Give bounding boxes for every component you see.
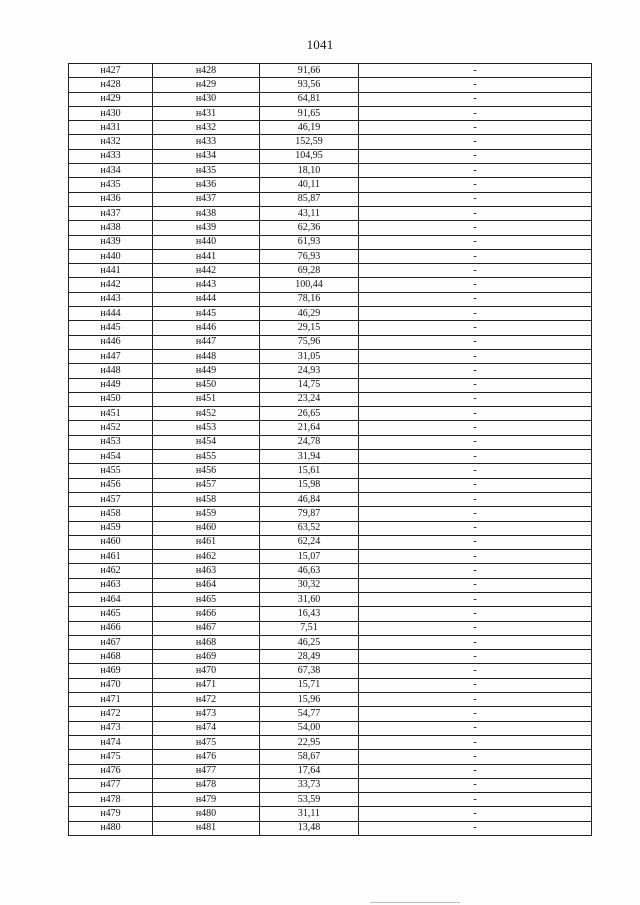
page-number: 1041 bbox=[306, 37, 334, 52]
note-cell: - bbox=[359, 607, 592, 621]
table-row bbox=[69, 735, 592, 749]
from-point-cell: н457 bbox=[69, 492, 153, 506]
note-cell: - bbox=[359, 650, 592, 664]
from-point-cell: н440 bbox=[69, 249, 153, 263]
to-point-cell: н457 bbox=[153, 478, 260, 492]
to-point-cell: н441 bbox=[153, 249, 260, 263]
table-row bbox=[69, 135, 592, 149]
note-cell: - bbox=[359, 221, 592, 235]
table-row bbox=[69, 335, 592, 349]
to-point-cell: н449 bbox=[153, 364, 260, 378]
note-cell: - bbox=[359, 678, 592, 692]
note-cell: - bbox=[359, 349, 592, 363]
to-point-cell: н442 bbox=[153, 264, 260, 278]
from-point-cell: н459 bbox=[69, 521, 153, 535]
note-cell: - bbox=[359, 192, 592, 206]
table-row bbox=[69, 64, 592, 78]
note-cell: - bbox=[359, 592, 592, 606]
note-cell: - bbox=[359, 464, 592, 478]
to-point-cell: н463 bbox=[153, 564, 260, 578]
table-row bbox=[69, 407, 592, 421]
from-point-cell: н449 bbox=[69, 378, 153, 392]
distance-cell: 40,11 bbox=[260, 178, 359, 192]
table-row bbox=[69, 435, 592, 449]
distance-cell: 91,66 bbox=[260, 64, 359, 78]
to-point-cell: н472 bbox=[153, 693, 260, 707]
from-point-cell: н467 bbox=[69, 635, 153, 649]
distance-cell: 24,78 bbox=[260, 435, 359, 449]
to-point-cell: н471 bbox=[153, 678, 260, 692]
distance-cell: 31,11 bbox=[260, 807, 359, 821]
note-cell: - bbox=[359, 392, 592, 406]
from-point-cell: н470 bbox=[69, 678, 153, 692]
distance-cell: 23,24 bbox=[260, 392, 359, 406]
distance-cell: 152,59 bbox=[260, 135, 359, 149]
table-row bbox=[69, 364, 592, 378]
from-point-cell: н430 bbox=[69, 106, 153, 120]
distance-cell: 46,63 bbox=[260, 564, 359, 578]
table-row bbox=[69, 621, 592, 635]
distance-cell: 29,15 bbox=[260, 321, 359, 335]
note-cell: - bbox=[359, 535, 592, 549]
to-point-cell: н455 bbox=[153, 450, 260, 464]
distance-cell: 31,94 bbox=[260, 450, 359, 464]
note-cell: - bbox=[359, 807, 592, 821]
from-point-cell: н480 bbox=[69, 821, 153, 835]
to-point-cell: н479 bbox=[153, 793, 260, 807]
table-row bbox=[69, 464, 592, 478]
note-cell: - bbox=[359, 492, 592, 506]
to-point-cell: н431 bbox=[153, 106, 260, 120]
note-cell: - bbox=[359, 307, 592, 321]
note-cell: - bbox=[359, 621, 592, 635]
from-point-cell: н442 bbox=[69, 278, 153, 292]
from-point-cell: н460 bbox=[69, 535, 153, 549]
table-row bbox=[69, 292, 592, 306]
from-point-cell: н473 bbox=[69, 721, 153, 735]
table-row bbox=[69, 707, 592, 721]
note-cell: - bbox=[359, 135, 592, 149]
from-point-cell: н452 bbox=[69, 421, 153, 435]
distance-cell: 31,05 bbox=[260, 349, 359, 363]
from-point-cell: н472 bbox=[69, 707, 153, 721]
from-point-cell: н462 bbox=[69, 564, 153, 578]
to-point-cell: н458 bbox=[153, 492, 260, 506]
scan-edge-mark bbox=[370, 902, 460, 903]
to-point-cell: н436 bbox=[153, 178, 260, 192]
from-point-cell: н438 bbox=[69, 221, 153, 235]
from-point-cell: н432 bbox=[69, 135, 153, 149]
to-point-cell: н465 bbox=[153, 592, 260, 606]
table-row bbox=[69, 121, 592, 135]
note-cell: - bbox=[359, 249, 592, 263]
distance-cell: 76,93 bbox=[260, 249, 359, 263]
table-row bbox=[69, 478, 592, 492]
distance-cell: 79,87 bbox=[260, 507, 359, 521]
distance-cell: 58,67 bbox=[260, 750, 359, 764]
to-point-cell: н438 bbox=[153, 206, 260, 220]
distance-cell: 15,71 bbox=[260, 678, 359, 692]
table-row bbox=[69, 149, 592, 163]
table-row bbox=[69, 635, 592, 649]
distance-cell: 93,56 bbox=[260, 78, 359, 92]
to-point-cell: н452 bbox=[153, 407, 260, 421]
distance-cell: 22,95 bbox=[260, 735, 359, 749]
note-cell: - bbox=[359, 421, 592, 435]
note-cell: - bbox=[359, 750, 592, 764]
from-point-cell: н443 bbox=[69, 292, 153, 306]
to-point-cell: н466 bbox=[153, 607, 260, 621]
note-cell: - bbox=[359, 721, 592, 735]
note-cell: - bbox=[359, 693, 592, 707]
distance-cell: 43,11 bbox=[260, 206, 359, 220]
table-row bbox=[69, 78, 592, 92]
table-row bbox=[69, 507, 592, 521]
to-point-cell: н478 bbox=[153, 778, 260, 792]
note-cell: - bbox=[359, 235, 592, 249]
to-point-cell: н430 bbox=[153, 92, 260, 106]
table-row bbox=[69, 106, 592, 120]
from-point-cell: н454 bbox=[69, 450, 153, 464]
to-point-cell: н446 bbox=[153, 321, 260, 335]
to-point-cell: н428 bbox=[153, 64, 260, 78]
table-row bbox=[69, 249, 592, 263]
to-point-cell: н477 bbox=[153, 764, 260, 778]
table-row bbox=[69, 378, 592, 392]
distance-cell: 63,52 bbox=[260, 521, 359, 535]
from-point-cell: н465 bbox=[69, 607, 153, 621]
to-point-cell: н464 bbox=[153, 578, 260, 592]
from-point-cell: н453 bbox=[69, 435, 153, 449]
table-row bbox=[69, 206, 592, 220]
table-row bbox=[69, 92, 592, 106]
distance-cell: 53,59 bbox=[260, 793, 359, 807]
note-cell: - bbox=[359, 264, 592, 278]
note-cell: - bbox=[359, 635, 592, 649]
from-point-cell: н469 bbox=[69, 664, 153, 678]
distance-cell: 67,38 bbox=[260, 664, 359, 678]
to-point-cell: н461 bbox=[153, 535, 260, 549]
to-point-cell: н480 bbox=[153, 807, 260, 821]
to-point-cell: н448 bbox=[153, 349, 260, 363]
from-point-cell: н474 bbox=[69, 735, 153, 749]
note-cell: - bbox=[359, 278, 592, 292]
distance-cell: 54,00 bbox=[260, 721, 359, 735]
note-cell: - bbox=[359, 364, 592, 378]
table-row bbox=[69, 778, 592, 792]
from-point-cell: н447 bbox=[69, 349, 153, 363]
note-cell: - bbox=[359, 707, 592, 721]
from-point-cell: н475 bbox=[69, 750, 153, 764]
to-point-cell: н473 bbox=[153, 707, 260, 721]
distance-cell: 62,24 bbox=[260, 535, 359, 549]
to-point-cell: н437 bbox=[153, 192, 260, 206]
to-point-cell: н447 bbox=[153, 335, 260, 349]
to-point-cell: н453 bbox=[153, 421, 260, 435]
to-point-cell: н470 bbox=[153, 664, 260, 678]
table-row bbox=[69, 578, 592, 592]
table-row bbox=[69, 793, 592, 807]
note-cell: - bbox=[359, 521, 592, 535]
to-point-cell: н456 bbox=[153, 464, 260, 478]
distance-cell: 100,44 bbox=[260, 278, 359, 292]
from-point-cell: н437 bbox=[69, 206, 153, 220]
note-cell: - bbox=[359, 292, 592, 306]
table-row bbox=[69, 264, 592, 278]
from-point-cell: н450 bbox=[69, 392, 153, 406]
table-row bbox=[69, 650, 592, 664]
note-cell: - bbox=[359, 92, 592, 106]
to-point-cell: н445 bbox=[153, 307, 260, 321]
to-point-cell: н469 bbox=[153, 650, 260, 664]
table-row bbox=[69, 235, 592, 249]
note-cell: - bbox=[359, 564, 592, 578]
from-point-cell: н441 bbox=[69, 264, 153, 278]
note-cell: - bbox=[359, 206, 592, 220]
from-point-cell: н468 bbox=[69, 650, 153, 664]
distance-cell: 46,29 bbox=[260, 307, 359, 321]
from-point-cell: н456 bbox=[69, 478, 153, 492]
from-point-cell: н427 bbox=[69, 64, 153, 78]
distance-cell: 62,36 bbox=[260, 221, 359, 235]
note-cell: - bbox=[359, 478, 592, 492]
distance-cell: 18,10 bbox=[260, 164, 359, 178]
from-point-cell: н445 bbox=[69, 321, 153, 335]
note-cell: - bbox=[359, 507, 592, 521]
table-row bbox=[69, 192, 592, 206]
distance-cell: 46,25 bbox=[260, 635, 359, 649]
table-row bbox=[69, 693, 592, 707]
table-row bbox=[69, 321, 592, 335]
distance-cell: 64,81 bbox=[260, 92, 359, 106]
note-cell: - bbox=[359, 321, 592, 335]
note-cell: - bbox=[359, 664, 592, 678]
to-point-cell: н439 bbox=[153, 221, 260, 235]
distance-cell: 30,32 bbox=[260, 578, 359, 592]
from-point-cell: н463 bbox=[69, 578, 153, 592]
table-row bbox=[69, 535, 592, 549]
table-row bbox=[69, 450, 592, 464]
to-point-cell: н429 bbox=[153, 78, 260, 92]
distance-cell: 54,77 bbox=[260, 707, 359, 721]
table-row bbox=[69, 521, 592, 535]
distance-cell: 61,93 bbox=[260, 235, 359, 249]
distance-cell: 15,96 bbox=[260, 693, 359, 707]
table-row bbox=[69, 607, 592, 621]
to-point-cell: н435 bbox=[153, 164, 260, 178]
to-point-cell: н462 bbox=[153, 550, 260, 564]
note-cell: - bbox=[359, 378, 592, 392]
from-point-cell: н434 bbox=[69, 164, 153, 178]
to-point-cell: н443 bbox=[153, 278, 260, 292]
to-point-cell: н433 bbox=[153, 135, 260, 149]
distance-cell: 15,98 bbox=[260, 478, 359, 492]
note-cell: - bbox=[359, 335, 592, 349]
table-row bbox=[69, 349, 592, 363]
distance-cell: 46,84 bbox=[260, 492, 359, 506]
from-point-cell: н439 bbox=[69, 235, 153, 249]
distance-cell: 28,49 bbox=[260, 650, 359, 664]
distance-cell: 91,65 bbox=[260, 106, 359, 120]
from-point-cell: н476 bbox=[69, 764, 153, 778]
distance-cell: 15,61 bbox=[260, 464, 359, 478]
table-row bbox=[69, 721, 592, 735]
data-table bbox=[68, 63, 592, 836]
table-row bbox=[69, 550, 592, 564]
note-cell: - bbox=[359, 64, 592, 78]
table-row bbox=[69, 750, 592, 764]
from-point-cell: н436 bbox=[69, 192, 153, 206]
from-point-cell: н451 bbox=[69, 407, 153, 421]
note-cell: - bbox=[359, 121, 592, 135]
distance-cell: 17,64 bbox=[260, 764, 359, 778]
note-cell: - bbox=[359, 793, 592, 807]
to-point-cell: н476 bbox=[153, 750, 260, 764]
from-point-cell: н458 bbox=[69, 507, 153, 521]
distance-cell: 15,07 bbox=[260, 550, 359, 564]
to-point-cell: н432 bbox=[153, 121, 260, 135]
table-row bbox=[69, 764, 592, 778]
to-point-cell: н468 bbox=[153, 635, 260, 649]
distance-cell: 78,16 bbox=[260, 292, 359, 306]
distance-cell: 33,73 bbox=[260, 778, 359, 792]
from-point-cell: н477 bbox=[69, 778, 153, 792]
distance-cell: 21,64 bbox=[260, 421, 359, 435]
table-row bbox=[69, 421, 592, 435]
table-row bbox=[69, 678, 592, 692]
table-row bbox=[69, 664, 592, 678]
table-row bbox=[69, 221, 592, 235]
from-point-cell: н431 bbox=[69, 121, 153, 135]
note-cell: - bbox=[359, 764, 592, 778]
note-cell: - bbox=[359, 450, 592, 464]
note-cell: - bbox=[359, 578, 592, 592]
note-cell: - bbox=[359, 435, 592, 449]
table-row bbox=[69, 392, 592, 406]
note-cell: - bbox=[359, 550, 592, 564]
from-point-cell: н429 bbox=[69, 92, 153, 106]
from-point-cell: н444 bbox=[69, 307, 153, 321]
note-cell: - bbox=[359, 178, 592, 192]
from-point-cell: н461 bbox=[69, 550, 153, 564]
table-row bbox=[69, 821, 592, 835]
table-row bbox=[69, 564, 592, 578]
distance-cell: 75,96 bbox=[260, 335, 359, 349]
to-point-cell: н481 bbox=[153, 821, 260, 835]
distance-cell: 7,51 bbox=[260, 621, 359, 635]
table-row bbox=[69, 492, 592, 506]
distance-cell: 31,60 bbox=[260, 592, 359, 606]
to-point-cell: н440 bbox=[153, 235, 260, 249]
from-point-cell: н446 bbox=[69, 335, 153, 349]
distance-cell: 85,87 bbox=[260, 192, 359, 206]
from-point-cell: н479 bbox=[69, 807, 153, 821]
to-point-cell: н467 bbox=[153, 621, 260, 635]
to-point-cell: н434 bbox=[153, 149, 260, 163]
note-cell: - bbox=[359, 735, 592, 749]
to-point-cell: н454 bbox=[153, 435, 260, 449]
table-row bbox=[69, 178, 592, 192]
table-body bbox=[69, 64, 592, 836]
table-row bbox=[69, 164, 592, 178]
to-point-cell: н474 bbox=[153, 721, 260, 735]
distance-cell: 26,65 bbox=[260, 407, 359, 421]
to-point-cell: н451 bbox=[153, 392, 260, 406]
note-cell: - bbox=[359, 407, 592, 421]
from-point-cell: н464 bbox=[69, 592, 153, 606]
note-cell: - bbox=[359, 78, 592, 92]
from-point-cell: н455 bbox=[69, 464, 153, 478]
table-row bbox=[69, 307, 592, 321]
note-cell: - bbox=[359, 778, 592, 792]
distance-cell: 69,28 bbox=[260, 264, 359, 278]
table-row bbox=[69, 278, 592, 292]
from-point-cell: н448 bbox=[69, 364, 153, 378]
distance-cell: 24,93 bbox=[260, 364, 359, 378]
distance-cell: 16,43 bbox=[260, 607, 359, 621]
table-row bbox=[69, 807, 592, 821]
to-point-cell: н475 bbox=[153, 735, 260, 749]
distance-cell: 46,19 bbox=[260, 121, 359, 135]
from-point-cell: н471 bbox=[69, 693, 153, 707]
from-point-cell: н428 bbox=[69, 78, 153, 92]
distance-cell: 13,48 bbox=[260, 821, 359, 835]
note-cell: - bbox=[359, 106, 592, 120]
from-point-cell: н478 bbox=[69, 793, 153, 807]
note-cell: - bbox=[359, 821, 592, 835]
from-point-cell: н433 bbox=[69, 149, 153, 163]
from-point-cell: н466 bbox=[69, 621, 153, 635]
to-point-cell: н450 bbox=[153, 378, 260, 392]
to-point-cell: н444 bbox=[153, 292, 260, 306]
table-row bbox=[69, 592, 592, 606]
distance-cell: 104,95 bbox=[260, 149, 359, 163]
note-cell: - bbox=[359, 149, 592, 163]
from-point-cell: н435 bbox=[69, 178, 153, 192]
distance-cell: 14,75 bbox=[260, 378, 359, 392]
to-point-cell: н460 bbox=[153, 521, 260, 535]
note-cell: - bbox=[359, 164, 592, 178]
to-point-cell: н459 bbox=[153, 507, 260, 521]
